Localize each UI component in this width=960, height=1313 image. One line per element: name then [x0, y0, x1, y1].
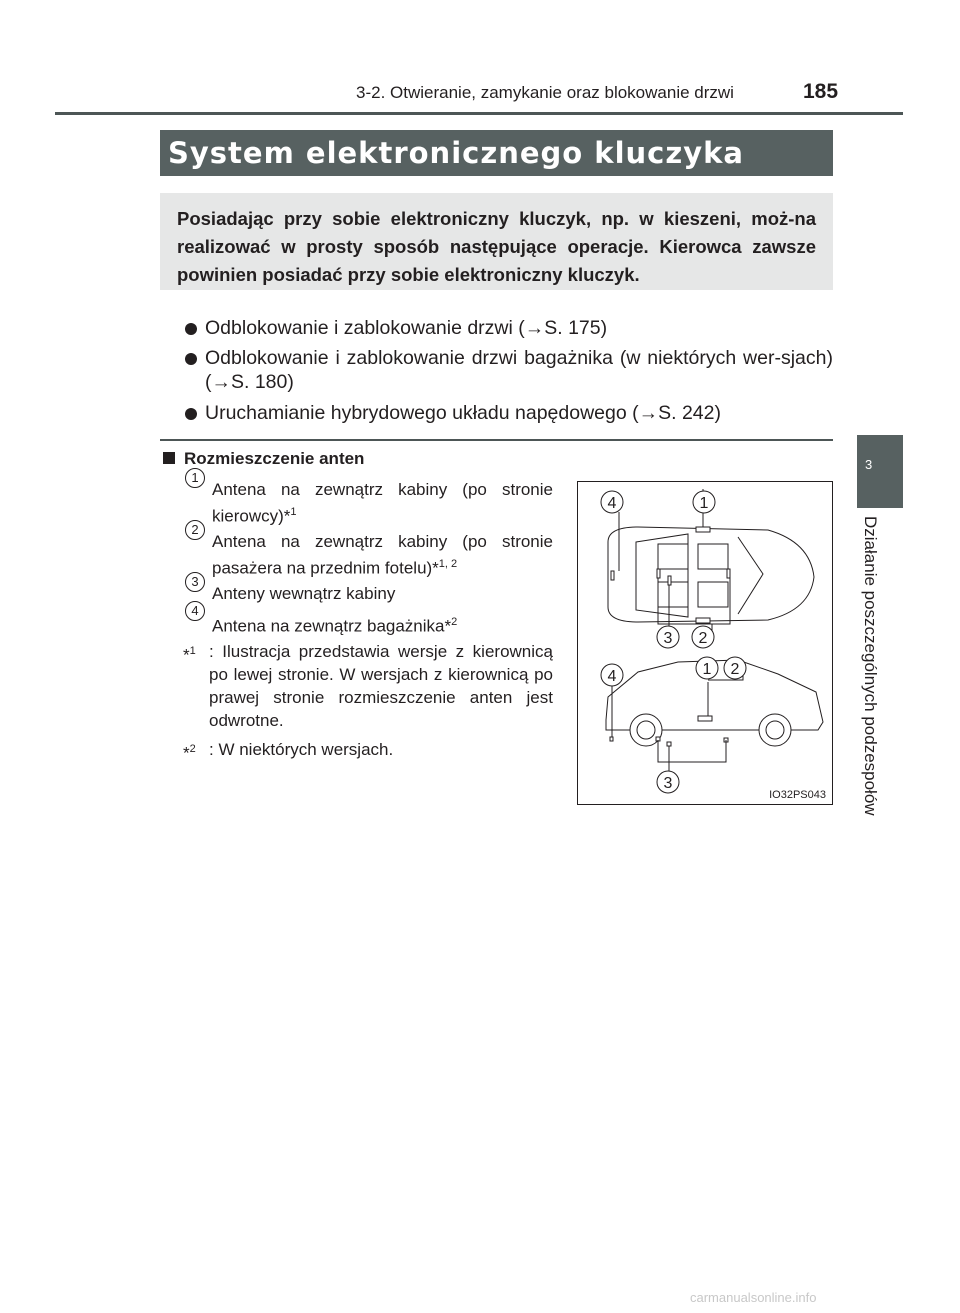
section-rule	[160, 439, 833, 441]
chapter-tab	[857, 435, 903, 508]
chapter-title: Działanie poszczególnych podzespołów	[861, 516, 880, 816]
bullet-item	[185, 316, 833, 340]
callout-3: 3	[663, 630, 673, 647]
item-text: Anteny wewnątrz kabiny	[212, 584, 396, 603]
footnote-ref: 2	[451, 616, 458, 628]
antenna-item	[185, 603, 553, 638]
header-rule	[55, 112, 903, 115]
footnote-num: 2	[189, 743, 196, 755]
item-text: Antena na zewnątrz kabiny (po stronie kierowcy)*	[212, 480, 553, 526]
number-badge: 1	[185, 468, 205, 488]
number-badge: 4	[185, 601, 205, 621]
footnote-text: : Ilustracja przedstawia wersje z kierownicą po lewej stronie. W wersjach z kierownicą po prawej stronie rozmieszczenie anten jest odwrotne.	[209, 642, 553, 730]
antenna-item	[185, 470, 553, 528]
item-text: Antena na zewnątrz bagażnika*	[212, 616, 452, 636]
figure-code: IO32PS043	[769, 789, 826, 801]
bullet-icon	[185, 353, 197, 365]
header-section: 3-2. Otwieranie, zamykanie oraz blokowanie drzwi	[356, 83, 734, 102]
bullet-item	[185, 401, 833, 425]
callout-2: 2	[698, 630, 708, 647]
page-title: System elektronicznego kluczyka	[160, 130, 833, 176]
antenna-location-figure	[577, 481, 833, 805]
callout-4: 4	[607, 495, 617, 512]
car-diagram	[578, 482, 832, 804]
bullet-item	[185, 346, 833, 394]
watermark: carmanualsonline.info	[690, 1290, 817, 1305]
footnote-ref: 1	[290, 506, 297, 518]
chapter-number: 3	[865, 457, 873, 472]
footnote-mark: *	[183, 645, 190, 665]
bullet-icon	[185, 408, 197, 420]
bullet-text: Odblokowanie i zablokowanie drzwi bagażnika (w niektórych wer-sjach) (→S. 180)	[205, 347, 833, 393]
square-bullet-icon	[163, 452, 175, 464]
callout-1: 1	[702, 661, 712, 678]
footnote-text: : W niektórych wersjach.	[209, 740, 394, 759]
callout-2: 2	[730, 661, 740, 678]
bullet-text: Odblokowanie i zablokowanie drzwi (→S. 175)	[205, 317, 608, 339]
item-text: Antena na zewnątrz kabiny (po stronie pasażera na przednim fotelu)*	[212, 532, 553, 578]
bullet-icon	[185, 323, 197, 335]
footnote-num: 1	[189, 645, 196, 657]
page-number: 185	[803, 80, 839, 103]
number-badge: 2	[185, 520, 205, 540]
bullet-text: Uruchamianie hybrydowego układu napędowego (→S. 242)	[205, 402, 721, 424]
footnote-mark: *	[183, 743, 190, 763]
antenna-item	[185, 522, 553, 580]
callout-4: 4	[607, 668, 617, 685]
antenna-item	[185, 574, 553, 605]
footnote-ref: 1, 2	[438, 558, 458, 570]
footnote	[183, 738, 553, 761]
callout-3: 3	[663, 775, 673, 792]
intro-box: Posiadając przy sobie elektroniczny kluczyk, np. w kieszeni, moż-na realizować w prosty sposób następujące operacje. Kierowca zawsze powinien posiadać przy sobie elektroniczny kluczyk.	[160, 193, 833, 290]
footnote	[183, 640, 553, 732]
section-heading: Rozmieszczenie anten	[184, 449, 365, 468]
number-badge: 3	[185, 572, 205, 592]
callout-1: 1	[699, 495, 709, 512]
